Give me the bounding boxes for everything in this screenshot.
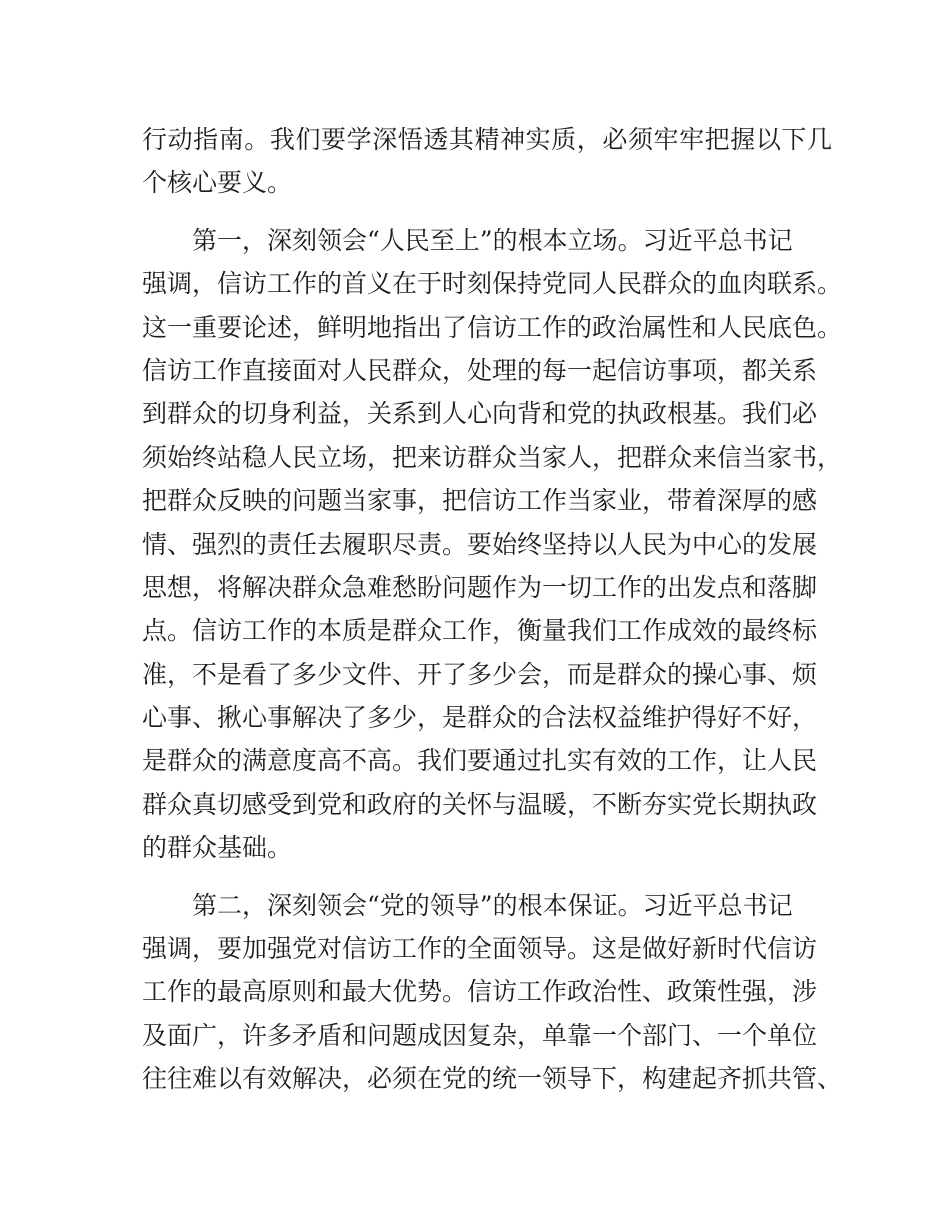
text-line: 是群众的满意度高不高。我们要通过扎实有效的工作，让人民 xyxy=(142,746,818,776)
text-line: 第二，深刻领会“党的领导”的根本保证。习近平总书记 xyxy=(192,890,793,920)
text-line: 信访工作直接面对人民群众，处理的每一起信访事项，都关系 xyxy=(142,355,818,385)
text-line: 心事、揪心事解决了多少，是群众的合法权益维护得好不好， xyxy=(142,703,818,733)
text-line: 往往难以有效解决，必须在党的统一领导下，构建起齐抓共管、 xyxy=(142,1064,843,1094)
paragraph-spacer xyxy=(142,205,832,219)
text-line: 强调，信访工作的首义在于时刻保持党同人民群众的血肉联系。 xyxy=(142,269,843,299)
text-line: 个核心要义。 xyxy=(142,168,293,198)
paragraph-intro xyxy=(142,118,832,205)
text-line: 第一，深刻领会“人民至上”的根本立场。习近平总书记 xyxy=(192,225,793,255)
paragraph-spacer xyxy=(142,870,832,884)
text-line: 行动指南。我们要学深悟透其精神实质，必须牢牢把握以下几 xyxy=(142,125,832,154)
text-line: 这一重要论述，鲜明地指出了信访工作的政治属性和人民底色。 xyxy=(142,312,843,342)
text-line: 及面广，许多矛盾和问题成因复杂，单靠一个部门、一个单位 xyxy=(142,1020,818,1050)
text-line: 强调，要加强党对信访工作的全面领导。这是做好新时代信访 xyxy=(142,934,818,964)
text-line: 的群众基础。 xyxy=(142,833,293,863)
text-line: 准，不是看了多少文件、开了多少会，而是群众的操心事、烦 xyxy=(142,659,818,689)
text-line: 到群众的切身利益，关系到人心向背和党的执政根基。我们必 xyxy=(142,399,818,429)
text-line: 情、强烈的责任去履职尽责。要始终坚持以人民为中心的发展 xyxy=(142,529,818,559)
text-line: 工作的最高原则和最大优势。信访工作政治性、政策性强，涉 xyxy=(142,977,818,1007)
paragraph-first-point xyxy=(142,219,843,870)
text-line: 须始终站稳人民立场，把来访群众当家人，把群众来信当家书， xyxy=(142,442,843,472)
document-body xyxy=(142,118,843,1101)
text-line: 群众真切感受到党和政府的关怀与温暖，不断夯实党长期执政 xyxy=(142,789,818,819)
paragraph-second-point xyxy=(142,884,843,1101)
text-line: 把群众反映的问题当家事，把信访工作当家业，带着深厚的感 xyxy=(142,486,818,516)
text-line: 点。信访工作的本质是群众工作，衡量我们工作成效的最终标 xyxy=(142,616,818,646)
text-line: 思想，将解决群众急难愁盼问题作为一切工作的出发点和落脚 xyxy=(142,572,818,602)
